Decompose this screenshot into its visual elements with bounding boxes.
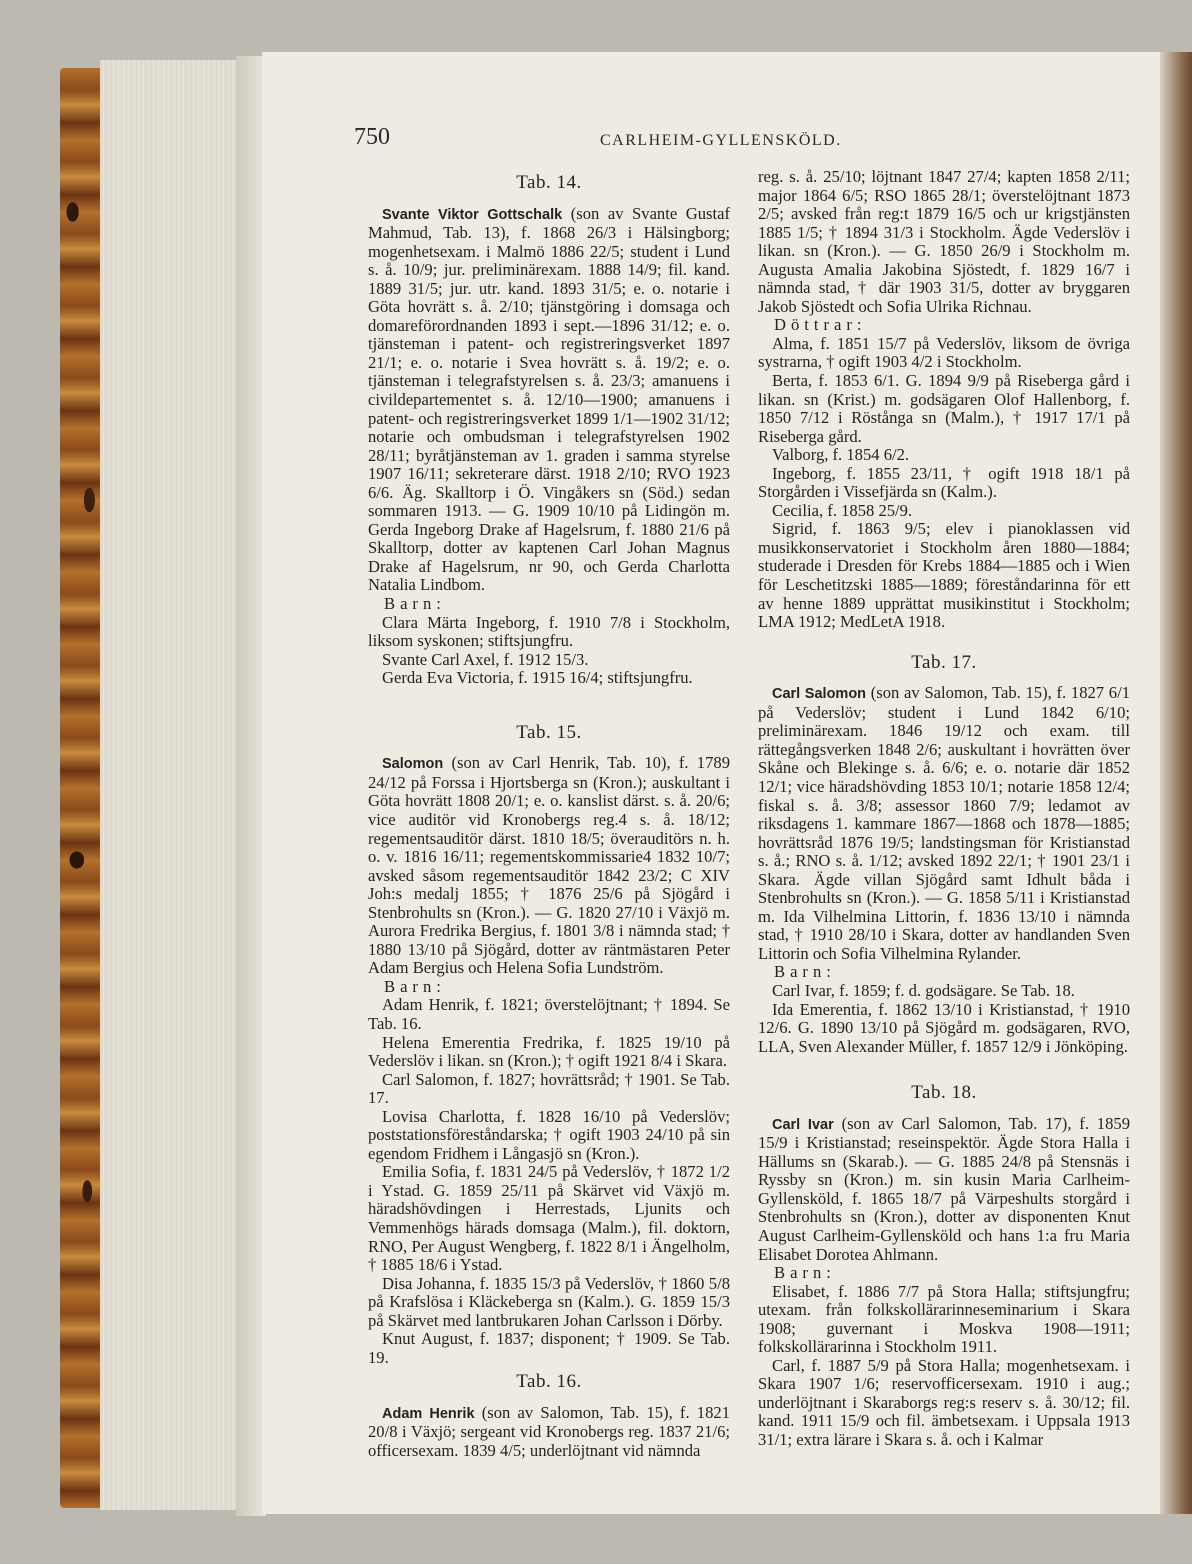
tab-17-child: Ida Emerentia, f. 1862 13/10 i Kristianstad, † 1910 12/6. G. 1890 13/10 på Sjögård m. godsägaren, RVO, LLA, Sven Alexander Müller, f. 1857 12/9 i Jönköping.: [758, 999, 1130, 1056]
left-column: [368, 168, 730, 1461]
tab-18-child: Elisabet, f. 1886 7/7 på Stora Halla; stiftsjungfru; utexam. från folkskollärarinneseminarium i Skara 1908; guvernant i Moskva 1908—1911; folkskollärarinna i Stockholm 1911.: [758, 1281, 1130, 1357]
tab-18-child: Carl, f. 1887 5/9 på Stora Halla; mogenhetsexam. i Skara 1907 1/6; reservofficersexam. 1910 i aug.; underlöjtnant i Skaraborgs reg:s reserv s. å. 30/12; fil. kand. 1911 15/9 och fil. ämbetsexam. i Uppsala 1913 31/1; extra lärare i Skara s. å. och i Kalmar: [758, 1355, 1130, 1449]
tab-17-entry: [758, 684, 1130, 963]
tab-17-children-label: Barn:: [774, 962, 836, 982]
page-stack: [100, 60, 240, 1510]
tab-14-heading: Tab. 14.: [516, 172, 582, 193]
daughter-entry: Sigrid, f. 1863 9/5; elev i pianoklassen vid musikkonservatoriet i Stockholm åren 1880—1884; studerade i Dresden för Krebs 1884—1885 och i Wien för Leschetitzski 1885—1889; föreståndarinna för ett av henne 1889 upprättat musikinstitut i Stockholm; LMA 1912; MedLetA 1918.: [758, 519, 1130, 632]
tab-17-text: (son av Salomon, Tab. 15), f. 1827 6/1 på Vederslöv; student i Lund 1842 6/10; preliminärexam. 1846 19/12 och exam. till rättegångsverken 1848 2/6; auskultant i hovrätten över Skåne och Blekinge s. å. 6/6; e. o. notarie där 1852 12/1; vice häradshövding 1853 10/1; notarie 1858 12/4; fiskal s. å. 3/8; assessor 1860 7/9; ledamot av riksdagens 1. kammare 1867—1868 och 1878—1885; hovrättsråd 1876 19/5; landstingsman för Kristianstad s. å.; RNO s. å. 1/12; avsked 1892 22/1; † 1901 23/1 i Skara. Ägde villan Sjögård samt Idhult båda i Stenbrohults sn (Kron.). — G. 1858 5/11 i Kristianstad m. Ida Vilhelmina Littorin, f. 1836 13/10 i nämnda stad, † 1910 28/10 i Skara, dotter av handlanden Sven Littorin och Sofia Vilhelmina Rylander.: [758, 683, 1131, 963]
tab-14-entry: [368, 205, 730, 595]
page-number: 750: [354, 124, 390, 150]
tab-15-text: (son av Carl Henrik, Tab. 10), f. 1789 24/12 på Forssa i Hjortsberga sn (Kron.); auskultant i Göta hovrätt 1808 20/1; e. o. kanslist därst. s. å. 20/6; vice auditör vid Kronobergs reg.4 s. å. 18/12; regementsauditör därst. 1810 18/5; överauditörs n. h. o. v. 1816 16/11; regementskommissarie4 1832 10/7; avsked såsom regementsauditör 1842 23/2; C XIV Joh:s medalj 1855; † 1876 25/6 på Sjögård i Stenbrohults sn (Kron.). — G. 1820 27/10 i Växjö m. Aurora Fredrika Bergius, f. 1801 3/8 i nämnda stad; † 1880 13/10 på Sjögård, dotter av räntmästaren Peter Adam Bergius och Helena Sofia Lundström.: [368, 753, 730, 978]
book-cover-edge: [60, 68, 102, 1508]
tab-15-name: Salomon: [382, 756, 444, 773]
tab-15-heading: Tab. 15.: [516, 721, 582, 743]
tab-16-heading: Tab. 16.: [516, 1371, 582, 1393]
tab-14-child: Gerda Eva Victoria, f. 1915 16/4; stiftsjungfru.: [382, 668, 693, 688]
tab-17-child: Carl Ivar, f. 1859; f. d. godsägare. Se Tab. 18.: [772, 980, 1075, 1000]
daughters-label: Döttrar:: [774, 315, 867, 335]
tab-18-children-label: Barn:: [774, 1263, 836, 1283]
daughter-entry: Ingeborg, f. 1855 23/11, † ogift 1918 18/1 på Storgården i Vissefjärda sn (Kalm.).: [758, 463, 1130, 502]
page-right-edge: [1160, 52, 1192, 1514]
tab-17-heading: Tab. 17.: [911, 651, 977, 673]
tab-14-child: Svante Carl Axel, f. 1912 15/3.: [382, 649, 589, 669]
tab-16-continuation: reg. s. å. 25/10; löjtnant 1847 27/4; kapten 1858 2/11; major 1864 6/5; RSO 1865 28/1; överstelöjtnant 1873 2/5; avsked från reg:t 1879 16/5 och ur krigstjänsten 1885 1/5; † 1894 31/3 i Stockholm. Ägde Vederslöv i likan. sn (Kron.). — G. 1850 26/9 i Stockholm m. Augusta Amalia Jakobina Sjöstedt, f. 1829 16/7 i nämnda stad, † där 1903 31/5, dotter av bryggaren Jakob Sjöstedt och Sofia Ulrika Richnau.: [758, 167, 1130, 316]
tab-16-entry: [368, 1404, 730, 1461]
tab-15-child: Disa Johanna, f. 1835 15/3 på Vederslöv, † 1860 5/8 på Krafslösa i Kläckeberga sn (Kalm.). G. 1859 15/3 på Skärvet med lantbrukaren Johan Carlsson i Dörby.: [368, 1273, 730, 1330]
tab-15-child: Lovisa Charlotta, f. 1828 16/10 på Vederslöv; poststationsföreståndarska; † ogift 1903 24/10 på sin egendom Fridhem i Långasjö sn (Kron.).: [368, 1106, 730, 1163]
tab-15-child: Adam Henrik, f. 1821; överstelöjtnant; † 1894. Se Tab. 16.: [368, 995, 730, 1033]
daughter-entry: Berta, f. 1853 6/1. G. 1894 9/9 på Riseberga gård i likan. sn (Krist.) m. godsägaren Olof Hallenborg, f. 1850 7/12 i Röstånga sn (Malm.), † 1917 17/1 på Riseberga gård.: [758, 371, 1130, 446]
daughter-entry: Alma, f. 1851 15/7 på Vederslöv, liksom de övriga systrarna, † ogift 1903 4/2 i Stockholm.: [758, 333, 1130, 372]
tab-18-heading: Tab. 18.: [911, 1082, 977, 1104]
tab-16-text: (son av Salomon, Tab. 15), f. 1821 20/8 i Växjö; sergeant vid Kronobergs reg. 1837 21/6; officersexam. 1839 4/5; underlöjtnant vid nämnda: [368, 1402, 730, 1460]
tab-15-children-label: Barn:: [384, 976, 446, 996]
tab-18-text: (son av Carl Salomon, Tab. 17), f. 1859 15/9 i Kristianstad; reseinspektör. Ägde Stora Halla i Hällums sn (Skarab.). — G. 1885 24/8 på Stensnäs i Ryssby sn (Kron.) m. sin kusin Maria Carlheim-Gyllensköld, f. 1865 18/7 på Värpeshults storgård i Stenbrohults sn (Kron.), dotter av disponenten Knut August Carlheim-Gyllensköld och hans 1:a fru Maria Elisabet Dorotea Ahlmann.: [758, 1113, 1130, 1264]
daughter-entry: Cecilia, f. 1858 25/9.: [772, 500, 913, 520]
tab-14-child: Clara Märta Ingeborg, f. 1910 7/8 i Stockholm, liksom syskonen; stiftsjungfru.: [368, 612, 730, 651]
running-head: CARLHEIM-GYLLENSKÖLD.: [600, 132, 842, 149]
tab-14-children-label: Barn:: [384, 594, 446, 614]
tab-15-child: Helena Emerentia Fredrika, f. 1825 19/10 på Vederslöv i likan. sn (Kron.); † ogift 1921 8/4 i Skara.: [368, 1032, 730, 1071]
tab-15-child: Knut August, f. 1837; disponent; † 1909. Se Tab. 19.: [368, 1329, 730, 1367]
tab-14-name: Svante Viktor Gottschalk: [382, 206, 563, 223]
tab-18-entry: [758, 1115, 1130, 1264]
tab-15-child: Carl Salomon, f. 1827; hovrättsråd; † 1901. Se Tab. 17.: [368, 1069, 730, 1108]
tab-16-name: Adam Henrik: [382, 1405, 475, 1422]
tab-15-entry: [368, 754, 730, 978]
daughter-entry: Valborg, f. 1854 6/2.: [772, 445, 910, 465]
tab-15-child: Emilia Sofia, f. 1831 24/5 på Vederslöv, † 1872 1/2 i Ystad. G. 1859 25/11 på Skärvet vid Växjö m. häradshövdingen i Herrestads, Ljunits och Vemmenhögs härads domsaga (Malm.), fil. doktorn, RNO, Per August Wengberg, f. 1822 8/1 i Ängelholm, † 1885 18/6 i Ystad.: [368, 1162, 730, 1275]
right-column: [758, 168, 1130, 1450]
tab-18-name: Carl Ivar: [772, 1116, 834, 1133]
tab-14-text: (son av Svante Gustaf Mahmud, Tab. 13), f. 1868 26/3 i Hälsingborg; mogenhetsexam. i Malmö 1886 22/5; student i Lund s. å. 10/9; jur. preliminärexam. 1888 14/9; fil. kand. 1889 31/5; jur. utr. kand. 1893 31/5; e. o. notarie i Göta hovrätt s. å. 2/10; tjänstgöring i domsaga och domareförordnanden 1893 i sept.—1896 31/12; e. o. tjänsteman i patent- och registreringsverket 1897 21/1; e. o. notarie i Svea hovrätt s. å. 19/2; e. o. tjänsteman i telegrafstyrelsen s. å. 23/3; amanuens i civildepartementet s. å. 12/10—1900; amanuens i patent- och registreringsverket 1899 1/1—1902 31/12; notarie och ombudsman i telegrafstyrelsen 1902 28/11; byråtjänsteman av 1. graden i samma styrelse 1907 16/11; sekreterare därst. 1918 2/10; RVO 1923 6/6. Äg. Skalltorp i Ö. Vingåkers sn (Söd.) sedan sommaren 1913. — G. 1909 10/10 på Lidingön m. Gerda Ingeborg Drake af Hagelsrum, f. 1880 21/6 på Skalltorp, dotter av kaptenen Carl Johan Magnus Drake af Hagelsrum, nr 90, och Gerda Charlotta Natalia Lindbom.: [368, 203, 730, 595]
tab-17-name: Carl Salomon: [772, 686, 867, 703]
